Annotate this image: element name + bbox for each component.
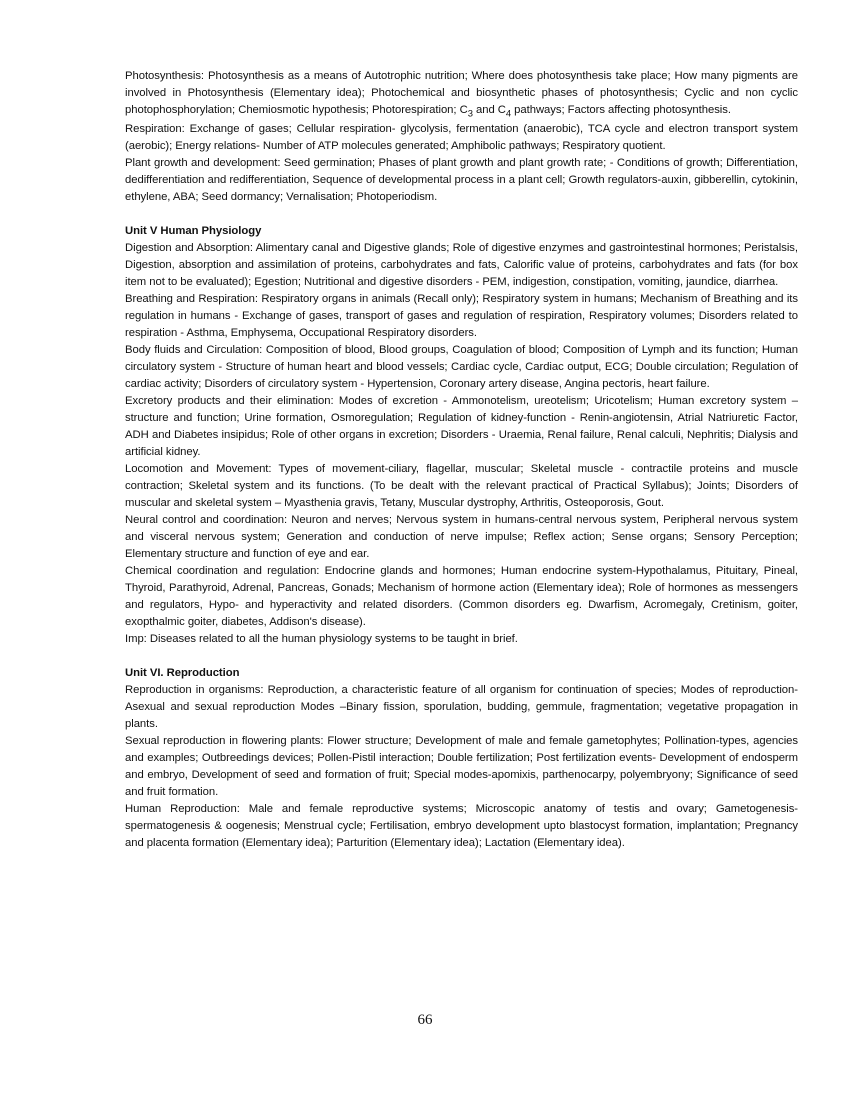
unit-v-heading: Unit V Human Physiology (125, 225, 262, 238)
paragraph-photosynthesis: Photosynthesis: Photosynthesis as a means of Autotrophic nutrition; Where does photosynthesis take place; How many pigments are involved in Photosynthesis (Elementary idea); Photochemical and biosynthetic phases of photosynthesis; Cyclic and non cyclic photophosphorylation; Chemiosmotic hypothesis; Photorespiration; $C_3$ and $C_4$ pathways; Factors affecting photosynthesis. (125, 70, 798, 119)
paragraph-digestion: Digestion and Absorption: Alimentary canal and Digestive glands; Role of digestive enzymes and gastrointestinal hormones; Peristalsis, Digestion, absorption and assimilation of proteins, carbohydrates and fats, Calorific value of proteins, carbohydrates and fats (for box item not to be evaluated); Egestion; Nutritional and digestive disorders - PEM, indigestion, constipation, vomiting, jaundice, diarrhea. (125, 242, 798, 289)
paragraph-breathing: Breathing and Respiration: Respiratory organs in animals (Recall only); Respiratory system in humans; Mechanism of Breathing and its regulation in humans - Exchange of gases, transport of gases and regulation of respiration, Respiratory volumes; Disorders related to respiration - Asthma, Emphysema, Occupational Respiratory disorders. (125, 293, 798, 340)
paragraph-plant-growth: Plant growth and development: Seed germination; Phases of plant growth and plant growth rate; - Conditions of growth; Differentiation, dedifferentiation and redifferentiation, Sequence of developmental process in a plant cell; Growth regulators-auxin, gibberellin, cytokinin, ethylene, ABA; Seed dormancy; Vernalisation; Photoperiodism. (125, 157, 798, 204)
paragraph-locomotion: Locomotion and Movement: Types of movement-ciliary, flagellar, muscular; Skeletal muscle - contractile proteins and muscle contraction; Skeletal system and its functions. (To be dealt with the relevant practical of Practical Syllabus); Joints; Disorders of muscular and skeletal system – Myasthenia gravis, Tetany, Muscular dystrophy, Arthritis, Osteoporosis, Gout. (125, 463, 798, 510)
paragraph-reproduction-organisms: Reproduction in organisms: Reproduction, a characteristic feature of all organism for continuation of species; Modes of reproduction-Asexual and sexual reproduction Modes –Binary fission, sporulation, budding, gemmule, fragmentation; vegetative propagation in plants. (125, 684, 798, 731)
paragraph-respiration: Respiration: Exchange of gases; Cellular respiration- glycolysis, fermentation (anaerobic), TCA cycle and electron transport system (aerobic); Energy relations- Number of ATP molecules generated; Amphibolic pathways; Respiratory quotient. (125, 123, 798, 153)
unit-vi-heading: Unit VI. Reproduction (125, 667, 240, 680)
paragraph-body-fluids: Body fluids and Circulation: Composition of blood, Blood groups, Coagulation of blood; Composition of Lymph and its function; Human circulatory system - Structure of human heart and blood vessels; Cardiac cycle, Cardiac output, ECG; Double circulation; Regulation of cardiac activity; Disorders of circulatory system - Hypertension, Coronary artery disease, Angina pectoris, heart failure. (125, 344, 798, 391)
paragraph-sexual-reproduction: Sexual reproduction in flowering plants: Flower structure; Development of male and female gametophytes; Pollination-types, agencies and examples; Outbreedings devices; Pollen-Pistil interaction; Double fertilization; Post fertilization events- Development of endosperm and embryo, Development of seed and formation of fruit; Special modes-apomixis, parthenocarpy, polyembryony; Significance of seed and fruit formation. (125, 735, 798, 799)
paragraph-excretory: Excretory products and their elimination: Modes of excretion - Ammonotelism, ureotelism; Uricotelism; Human excretory system – structure and function; Urine formation, Osmoregulation; Regulation of kidney-function - Renin-angiotensin, Atrial Natriuretic Factor, ADH and Diabetes insipidus; Role of other organs in excretion; Disorders - Uraemia, Renal failure, Renal calculi, Nephritis; Dialysis and artificial kidney. (125, 395, 798, 459)
paragraph-neural: Neural control and coordination: Neuron and nerves; Nervous system in humans-central nervous system, Peripheral nervous system and visceral nervous system; Generation and conduction of nerve impulse; Reflex action; Sense organs; Sensory Perception; Elementary structure and function of eye and ear. (125, 514, 798, 561)
syllabus-content (125, 68, 798, 852)
paragraph-chemical: Chemical coordination and regulation: Endocrine glands and hormones; Human endocrine system-Hypothalamus, Pituitary, Pineal, Thyroid, Parathyroid, Adrenal, Pancreas, Gonads; Mechanism of hormone action (Elementary idea); Role of hormones as messengers and regulators, Hypo- and hyperactivity and related disorders. (Common disorders eg. Dwarfism, Acromegaly, Cretinism, goiter, exopthalmic goiter, diabetes, Addison's disease). (125, 565, 798, 629)
paragraph-human-reproduction: Human Reproduction: Male and female reproductive systems; Microscopic anatomy of testis and ovary; Gametogenesis-spermatogenesis & oogenesis; Menstrual cycle; Fertilisation, embryo development upto blastocyst formation, implantation; Pregnancy and placenta formation (Elementary idea); Parturition (Elementary idea); Lactation (Elementary idea). (125, 803, 798, 850)
paragraph-imp-note: Imp: Diseases related to all the human physiology systems to be taught in brief. (125, 633, 518, 646)
page-number: 66 (417, 1012, 433, 1028)
